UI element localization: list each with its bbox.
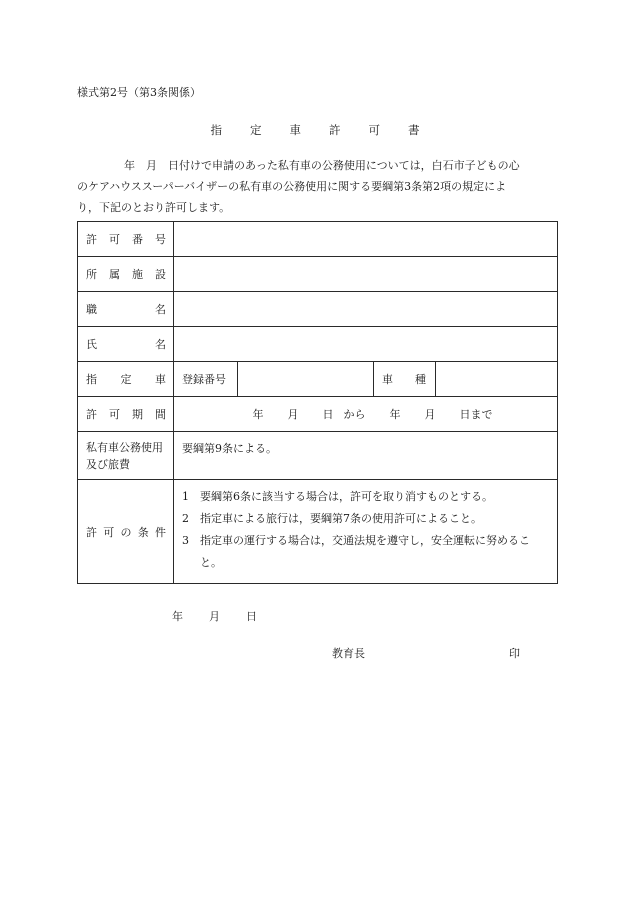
period-year-2: 年	[389, 408, 401, 421]
condition-item	[182, 486, 549, 508]
job-title-label	[78, 292, 174, 327]
label-char: 指	[86, 373, 97, 386]
signer-title: 教育長	[332, 647, 365, 660]
label-char: 車	[382, 373, 393, 386]
title-char: 指	[210, 123, 222, 137]
label-char: 種	[415, 373, 426, 386]
title-char: 書	[408, 123, 420, 137]
period-year-1: 年	[252, 408, 264, 421]
title-char: 可	[368, 123, 380, 137]
intro-line-2: のケアハウススーパーバイザーの私有車の公務使用に関する要綱第3条第2項の規定によ	[77, 180, 507, 193]
row-name	[78, 327, 558, 362]
title-char: 定	[250, 123, 262, 137]
condition-number: 1	[182, 490, 189, 503]
label-char: の	[120, 525, 132, 539]
label-char: 間	[155, 408, 166, 421]
label-char: 施	[132, 268, 143, 281]
permit-number-label	[78, 222, 174, 257]
label-char: 許	[86, 525, 97, 539]
row-vehicle	[78, 362, 558, 397]
condition-item	[182, 508, 549, 530]
period-label	[78, 397, 174, 432]
expense-label-line-2: 及び旅費	[86, 457, 130, 471]
condition-text: 要綱第6条に該当する場合は，許可を取り消すものとする。	[200, 490, 493, 503]
expense-label-line-1: 私有車公務使用	[86, 440, 163, 454]
issue-year: 年	[172, 610, 183, 623]
vehicle-label	[78, 362, 174, 397]
title-char: 許	[329, 123, 341, 137]
row-permit-number	[78, 222, 558, 257]
vehicle-type-field[interactable]	[436, 362, 558, 397]
condition-text: 指定車の運行する場合は，交通法規を遵守し，安全運転に努めること。	[200, 534, 530, 569]
label-char: 設	[155, 268, 166, 281]
label-char: 件	[155, 525, 166, 539]
name-field[interactable]	[174, 327, 558, 362]
permit-number-field[interactable]	[174, 222, 558, 257]
label-char: 車	[155, 373, 166, 386]
title-char: 車	[289, 123, 301, 137]
intro-line-1: 年 月 日付けで申請のあった私有車の公務使用については，白石市子どもの心	[124, 159, 520, 172]
condition-number: 2	[182, 512, 189, 525]
period-until: 日まで	[459, 408, 493, 421]
form-number: 様式第2号（第3条関係）	[77, 86, 201, 99]
job-title-field[interactable]	[174, 292, 558, 327]
intro-line-3: り，下記のとおり許可します。	[77, 201, 231, 214]
label-char: 番	[132, 233, 143, 246]
issue-day: 日	[246, 610, 257, 623]
registration-label: 登録番号	[174, 362, 238, 397]
row-job-title	[78, 292, 558, 327]
expense-value: 要綱第9条による。	[174, 432, 558, 480]
label-char: 条	[137, 525, 149, 539]
label-char: 可	[103, 525, 115, 539]
label-char: 氏	[86, 338, 97, 351]
intro-paragraph	[77, 155, 557, 218]
conditions-label	[78, 480, 174, 584]
condition-text: 指定車による旅行は，要綱第7条の使用許可によること。	[200, 512, 482, 525]
period-from: から	[343, 408, 366, 421]
label-char: 期	[132, 408, 143, 421]
vehicle-type-label	[374, 362, 436, 397]
row-expense	[78, 432, 558, 480]
label-char: 号	[155, 233, 166, 246]
label-char: 許	[86, 233, 97, 246]
label-char: 定	[120, 373, 132, 386]
period-month-1: 月	[287, 408, 299, 421]
label-char: 職	[86, 303, 97, 316]
label-char: 許	[86, 408, 97, 421]
expense-label	[78, 432, 174, 480]
label-char: 属	[109, 268, 120, 281]
condition-item	[182, 530, 549, 574]
affiliation-field[interactable]	[174, 257, 558, 292]
label-char: 可	[109, 233, 120, 246]
permit-table	[77, 221, 558, 584]
issue-month: 月	[209, 610, 220, 623]
row-period	[78, 397, 558, 432]
label-char: 名	[155, 338, 166, 351]
conditions-list	[174, 480, 558, 584]
issue-date	[172, 608, 257, 624]
seal-mark: 印	[509, 647, 520, 660]
affiliation-label	[78, 257, 174, 292]
row-affiliation	[78, 257, 558, 292]
registration-field[interactable]	[238, 362, 374, 397]
period-month-2: 月	[424, 408, 436, 421]
period-field[interactable]	[174, 397, 558, 432]
label-char: 可	[109, 408, 120, 421]
label-char: 所	[86, 268, 97, 281]
name-label	[78, 327, 174, 362]
document-title	[0, 122, 630, 138]
condition-number: 3	[182, 534, 189, 547]
label-char: 名	[155, 303, 166, 316]
row-conditions	[78, 480, 558, 584]
period-day-1: 日	[322, 408, 334, 421]
